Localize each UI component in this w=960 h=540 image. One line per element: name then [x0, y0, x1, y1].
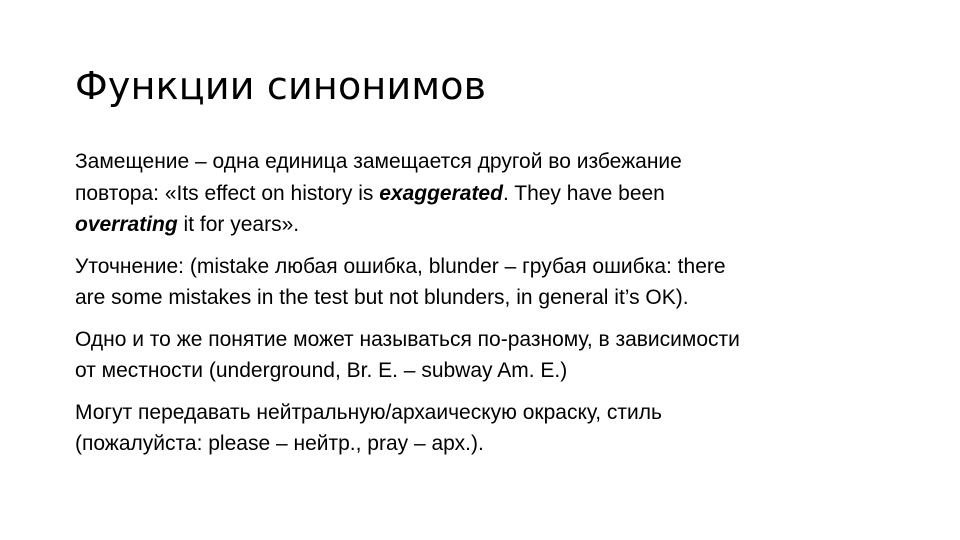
- emphasized-word: overrating: [75, 213, 178, 236]
- paragraph-line: от местности (underground, Br. E. – subway Am. E.): [75, 359, 568, 382]
- emphasized-word: exaggerated: [379, 181, 503, 205]
- paragraph-line: (пожалуйста: please – нейтр., pray – арх.).: [75, 432, 484, 455]
- paragraph-regional: [75, 324, 905, 387]
- paragraph-line: . They have been: [502, 181, 665, 205]
- paragraph-line: it for years».: [177, 213, 300, 236]
- paragraph-substitution: [75, 146, 905, 241]
- slide-title: Функции синонимов: [75, 64, 487, 108]
- paragraph-line: повтора: «Its effect on history is: [75, 181, 380, 205]
- paragraph-style: [75, 397, 905, 460]
- paragraph-line: Замещение – одна единица замещается другой во избежание: [75, 150, 682, 173]
- paragraph-line: are some mistakes in the test but not blunders, in general it’s OK).: [75, 286, 689, 309]
- paragraph-clarification: [75, 251, 905, 314]
- slide-body: [75, 146, 905, 460]
- paragraph-line: Одно и то же понятие может называться по-разному, в зависимости: [75, 327, 740, 351]
- paragraph-line: Уточнение: (mistake любая ошибка, blunder – грубая ошибка: there: [75, 254, 726, 278]
- paragraph-line: Могут передавать нейтральную/архаическую окраску, стиль: [75, 400, 662, 424]
